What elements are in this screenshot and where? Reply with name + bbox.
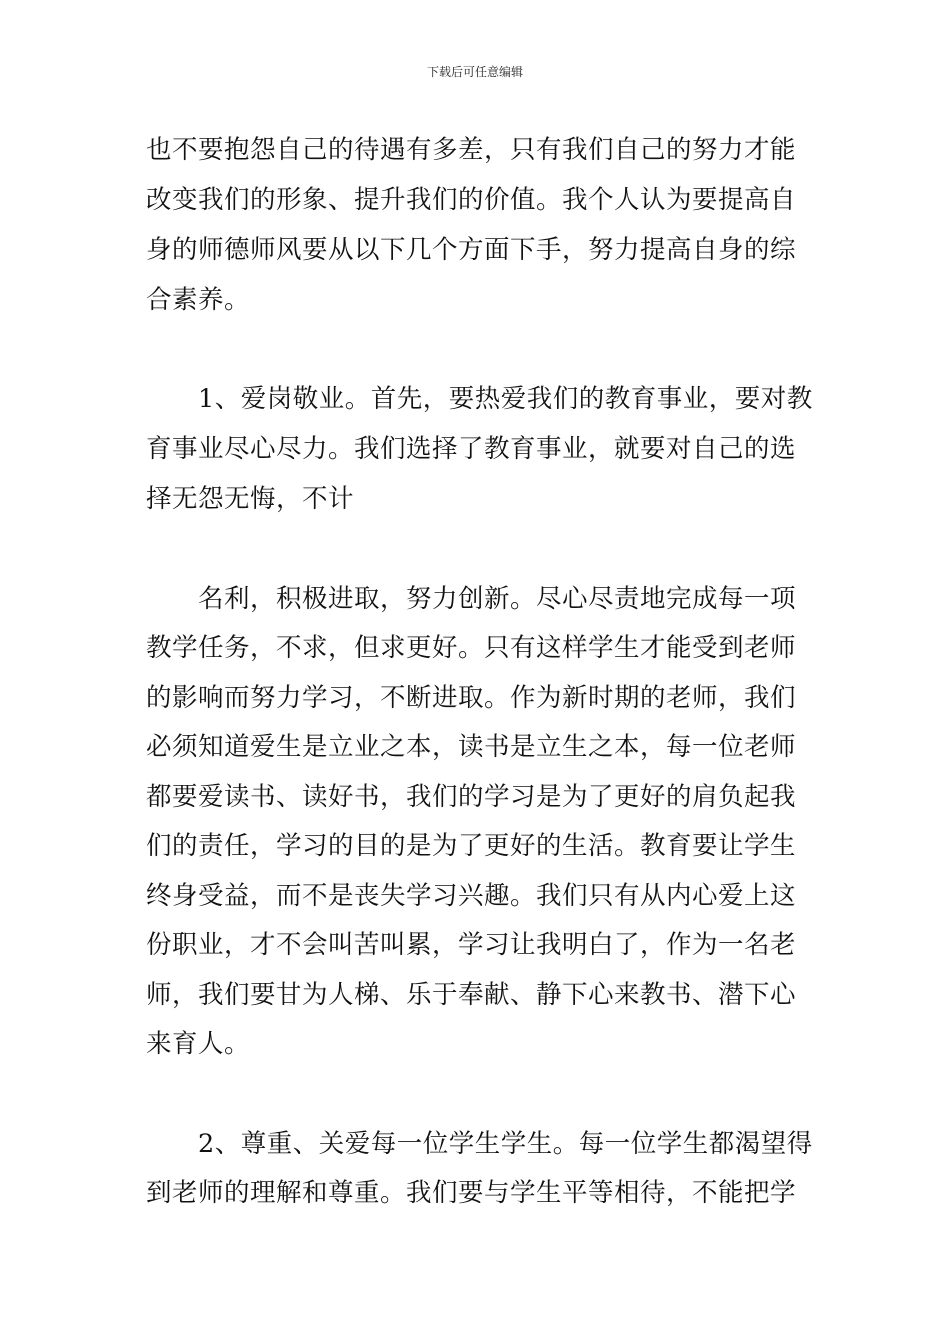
text-line: 育事业尽心尽力。我们选择了教育事业，就要对自己的选 xyxy=(146,434,797,464)
text-line: 身的师德师风要从以下几个方面下手，努力提高自身的综 xyxy=(146,235,797,265)
text-line: 必须知道爱生是立业之本，读书是立生之本，每一位老师 xyxy=(146,732,797,762)
text-line: 来育人。 xyxy=(146,1029,251,1059)
text-line: 的影响而努力学习，不断进取。作为新时期的老师，我们 xyxy=(146,683,797,713)
text-line: 也不要抱怨自己的待遇有多差，只有我们自己的努力才能 xyxy=(146,135,797,165)
text-line: 改变我们的形象、提升我们的价值。我个人认为要提高自 xyxy=(146,185,797,215)
text-line: 份职业，才不会叫苦叫累，学习让我明白了，作为一名老 xyxy=(146,930,797,960)
text-line: 名利，积极进取，努力创新。尽心尽责地完成每一项 xyxy=(146,584,797,614)
text-line: 择无怨无悔，不计 xyxy=(146,484,355,514)
text-line: 终身受益，而不是丧失学习兴趣。我们只有从内心爱上这 xyxy=(146,881,797,911)
text-line: 教学任务，不求，但求更好。只有这样学生才能受到老师 xyxy=(146,633,797,663)
text-line: 师，我们要甘为人梯、乐于奉献、静下心来教书、潜下心 xyxy=(146,980,797,1010)
text-line: 合素养。 xyxy=(146,285,251,315)
text-line: 们的责任，学习的目的是为了更好的生活。教育要让学生 xyxy=(146,831,797,861)
text-line: 到老师的理解和尊重。我们要与学生平等相待，不能把学 xyxy=(146,1178,797,1208)
page-header: 下载后可任意编辑 xyxy=(426,65,523,79)
text-line: 2、尊重、关爱每一位学生学生。每一位学生都渴望得 xyxy=(146,1129,813,1159)
text-line: 都要爱读书、读好书，我们的学习是为了更好的肩负起我 xyxy=(146,782,797,812)
text-line: 1、爱岗敬业。首先，要热爱我们的教育事业，要对教 xyxy=(146,384,813,414)
